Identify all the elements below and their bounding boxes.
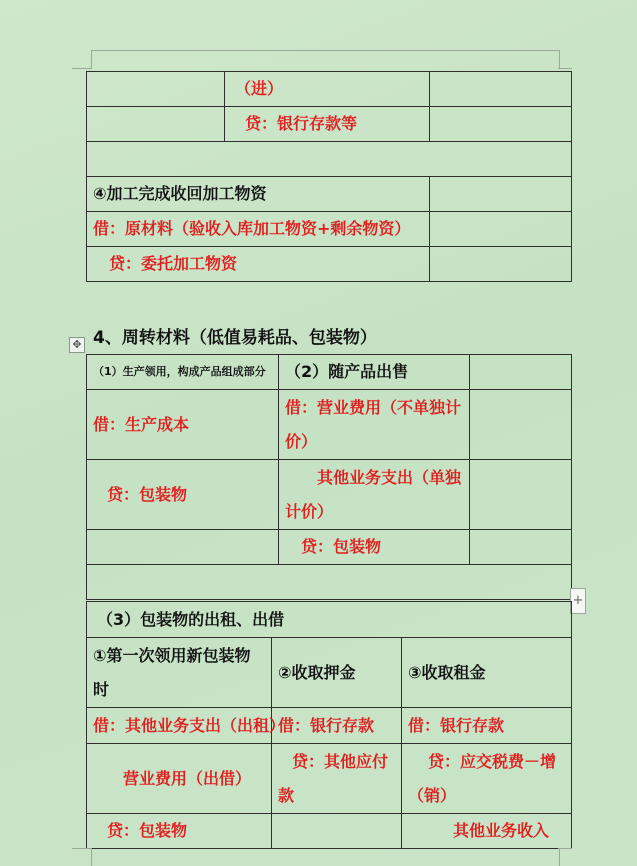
table-cell xyxy=(430,72,572,107)
table-cell xyxy=(87,565,572,600)
table-cell xyxy=(470,460,572,530)
table-cell xyxy=(87,530,279,565)
table-cell xyxy=(430,177,572,212)
table-cell: 其他业务支出（单独计价） xyxy=(279,460,470,530)
table-cell: （进） xyxy=(225,72,430,107)
table-cell: 贷：应交税费－增（销） xyxy=(402,744,572,814)
page-edge-bottom xyxy=(91,848,560,866)
page-edge-top xyxy=(91,50,560,69)
table-cell: 贷：委托加工物资 xyxy=(87,247,430,282)
table-cell xyxy=(87,107,225,142)
crop-mark xyxy=(72,848,91,849)
table-header-cell: （1）生产领用，构成产品组成部分 xyxy=(87,355,279,390)
table-cell: 贷：包装物 xyxy=(87,814,272,849)
table-header-cell: ②收取押金 xyxy=(272,638,402,708)
table-cell xyxy=(470,390,572,460)
table-cell: 贷：其他应付款 xyxy=(272,744,402,814)
table-material-processing xyxy=(86,71,572,282)
table-cell: 借：原材料（验收入库加工物资+剩余物资） xyxy=(87,212,430,247)
crop-mark xyxy=(72,68,91,69)
table-cell: 借：其他业务支出（出租） xyxy=(87,708,272,744)
table-move-handle-icon[interactable]: ✥ xyxy=(69,337,85,353)
table-cell xyxy=(470,355,572,390)
section-heading: 4、周转材料（低值易耗品、包装物） xyxy=(93,328,377,348)
table-cell xyxy=(272,814,402,849)
crop-mark xyxy=(558,848,572,849)
table-cell: 借：营业费用（不单独计价） xyxy=(279,390,470,460)
table-cell: 贷：包装物 xyxy=(279,530,470,565)
table-cell xyxy=(87,142,572,177)
table-cell: 营业费用（出借） xyxy=(87,744,272,814)
crop-mark xyxy=(558,68,572,69)
table-cell: 贷：银行存款等 xyxy=(225,107,430,142)
table-header-cell: ③收取租金 xyxy=(402,638,572,708)
table-header-cell: （2）随产品出售 xyxy=(279,355,470,390)
table-cell: 借：银行存款 xyxy=(402,708,572,744)
table-cell xyxy=(430,212,572,247)
table-cell xyxy=(430,247,572,282)
table-section-cell: （3）包装物的出租、出借 xyxy=(87,602,572,638)
table-turnover-materials xyxy=(86,354,572,600)
table-cell xyxy=(430,107,572,142)
table-cell xyxy=(470,530,572,565)
table-cell: ④加工完成收回加工物资 xyxy=(87,177,430,212)
table-cell: 借：生产成本 xyxy=(87,390,279,460)
table-header-cell: ①第一次领用新包装物时 xyxy=(87,638,272,708)
table-cell: 贷：包装物 xyxy=(87,460,279,530)
table-packaging-lease xyxy=(86,601,572,849)
table-cell xyxy=(87,72,225,107)
table-cell: 借：银行存款 xyxy=(272,708,402,744)
add-column-icon[interactable]: + xyxy=(570,588,586,614)
table-cell: 其他业务收入 xyxy=(402,814,572,849)
